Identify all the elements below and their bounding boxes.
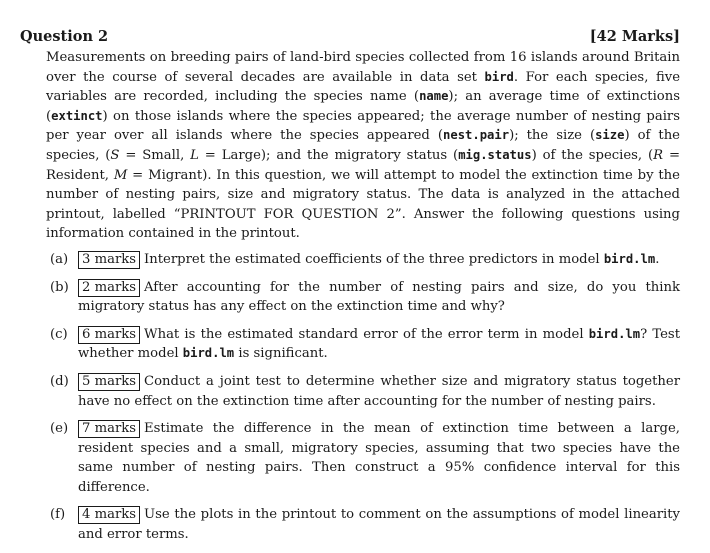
intro-text: Measurements on breeding pairs of land-bird species collected from 16 islands around Britain over the course of several decades are available in data set: [46, 50, 680, 85]
part-b: [50, 278, 680, 317]
symbol-r: R: [653, 147, 664, 163]
intro-text: ); the size (: [509, 128, 596, 144]
symbol-s: S: [110, 147, 120, 163]
marks-box: 2 marks: [78, 279, 140, 297]
question-parts: [50, 250, 680, 545]
marks-box: 7 marks: [78, 420, 140, 438]
intro-text: = Resident,: [46, 147, 680, 183]
part-text: .: [655, 251, 660, 267]
variable-extinct: extinct: [51, 108, 103, 123]
variable-mig-status: mig.status: [458, 147, 532, 162]
intro-text: ) of the species, (: [531, 147, 654, 163]
intro-text: = Small,: [119, 147, 191, 163]
part-label: (c): [50, 326, 68, 342]
part-text: is significant.: [234, 346, 328, 362]
intro-text: = Migrant). In this question, we will attempt to model the extinction time by the number of nesting pairs, size and migratory status. The data is analyzed in the attached printout, labelled “PRINTOUT FOR QUESTION 2”. Answer the following questions using information contained in the printout.: [46, 167, 680, 242]
intro-text: ); an average time of extinctions (: [46, 89, 680, 124]
question-intro: [46, 48, 680, 244]
part-body: [78, 278, 680, 317]
part-text: Use the plots in the printout to comment on the assumptions of model linearity and error terms.: [78, 507, 680, 543]
part-label: (a): [50, 251, 69, 267]
part-text: Interpret the estimated coefficients of the three predictors in model: [144, 251, 604, 267]
part-body: [78, 325, 680, 364]
intro-text: = Large); and the migratory status (: [198, 147, 459, 163]
question-marks: [42 Marks]: [589, 28, 680, 45]
model-name: bird.lm: [603, 251, 656, 266]
part-body: [78, 372, 680, 411]
marks-box: 5 marks: [78, 373, 140, 391]
dataset-name: bird: [484, 69, 514, 84]
part-label: (b): [50, 279, 69, 295]
question-header: [20, 28, 680, 45]
question-title: Question 2: [20, 28, 109, 45]
variable-size: size: [595, 128, 625, 143]
symbol-m: M: [113, 167, 128, 183]
part-body: [78, 505, 680, 544]
part-e: [50, 419, 680, 497]
part-text: What is the estimated standard error of the error term in model: [144, 326, 589, 342]
part-c: [50, 325, 680, 364]
part-text: After accounting for the number of nesting pairs and size, do you think migratory status has any effect on the extinction time and why?: [78, 279, 680, 315]
question-page: [20, 28, 680, 553]
variable-nest-pair: nest.pair: [443, 128, 510, 143]
part-label: (f): [50, 507, 66, 523]
part-text: Conduct a joint test to determine whether size and migratory status together have no effect on the extinction time after accounting for the number of nesting pairs.: [78, 373, 680, 409]
part-label: (e): [50, 421, 69, 437]
part-d: [50, 372, 680, 411]
marks-box: 4 marks: [78, 506, 140, 524]
part-text: ? Test whether model: [78, 326, 680, 362]
part-body: [78, 250, 680, 270]
part-f: [50, 505, 680, 544]
model-name: bird.lm: [588, 326, 641, 341]
marks-box: 3 marks: [78, 251, 140, 269]
symbol-l: L: [190, 147, 199, 163]
variable-name: name: [419, 89, 449, 104]
part-text: Estimate the difference in the mean of extinction time between a large, resident species and a small, migratory species, assuming that two species have the same number of nesting pairs. Then construct a 95% confidence interval for this difference.: [78, 421, 680, 495]
intro-text: ) of the species, (: [46, 128, 680, 163]
model-name: bird.lm: [182, 346, 235, 361]
intro-text: . For each species, five variables are recorded, including the species name (: [46, 69, 680, 105]
marks-box: 6 marks: [78, 326, 140, 344]
part-label: (d): [50, 373, 69, 389]
intro-text: ) on those islands where the species appeared; the average number of nesting pairs per year over all islands where the species appeared (: [46, 108, 680, 144]
part-a: [50, 250, 680, 270]
part-body: [78, 419, 680, 497]
